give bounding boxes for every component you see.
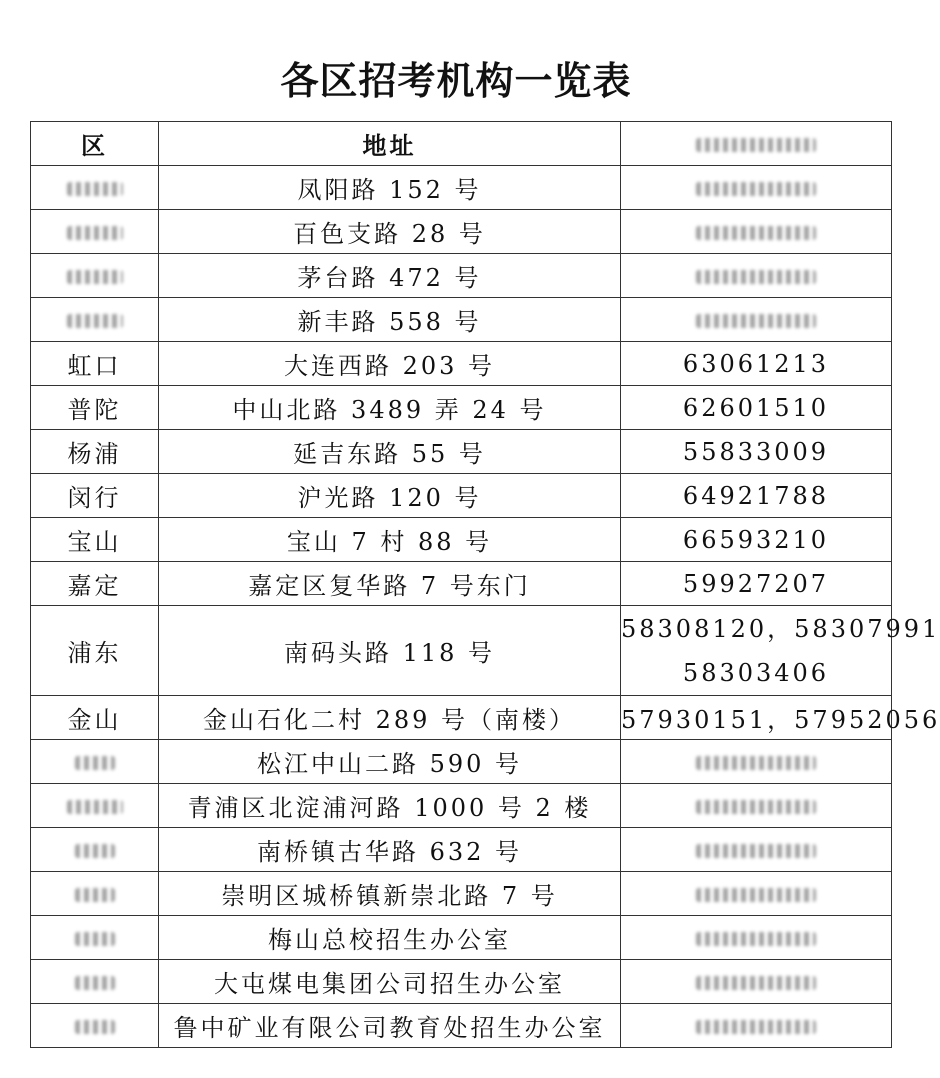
phone-line: 58308120，58307991 [621,614,940,643]
address-cell: 青浦区北淀浦河路 1000 号 2 楼 [159,784,621,828]
district-cell-redacted [31,740,159,784]
table-row [31,474,892,518]
district-cell-redacted [31,166,159,210]
header-phone-redacted [621,122,892,166]
address-cell: 鲁中矿业有限公司教育处招生办公室 [159,1004,621,1048]
redacted-text [75,976,115,990]
address-cell: 中山北路 3489 弄 24 号 [159,386,621,430]
redacted-text [75,1020,115,1034]
table-row [31,828,892,872]
address-cell: 崇明区城桥镇新崇北路 7 号 [159,872,621,916]
district-cell: 闵行 [31,474,159,518]
address-cell: 茅台路 472 号 [159,254,621,298]
phone-cell-redacted [621,740,892,784]
header-address: 地址 [159,122,621,166]
table-row [31,872,892,916]
district-cell-redacted [31,828,159,872]
district-cell: 金山 [31,696,159,740]
table-row [31,430,892,474]
district-cell: 虹口 [31,342,159,386]
redacted-text [696,932,816,946]
redacted-text [696,182,816,196]
address-cell: 梅山总校招生办公室 [159,916,621,960]
phone-cell-redacted [621,298,892,342]
redacted-text [67,270,123,284]
redacted-text [696,314,816,328]
phone-line: 58303406 [682,658,830,687]
phone-cell: 55833009 [621,430,892,474]
phone-cell-redacted [621,166,892,210]
redacted-text [696,270,816,284]
redacted-text [67,226,123,240]
redacted-text [75,888,115,902]
redacted-text [696,888,816,902]
table-row [31,386,892,430]
table-row [31,166,892,210]
address-cell: 新丰路 558 号 [159,298,621,342]
address-cell: 松江中山二路 590 号 [159,740,621,784]
header-district: 区 [31,122,159,166]
district-cell-redacted [31,872,159,916]
phone-cell-redacted [621,872,892,916]
address-cell: 延吉东路 55 号 [159,430,621,474]
redacted-text [75,932,115,946]
phone-cell-redacted [621,210,892,254]
district-cell: 普陀 [31,386,159,430]
district-cell: 浦东 [31,606,159,696]
phone-cell: 62601510 [621,386,892,430]
redacted-text [67,182,123,196]
phone-cell-redacted [621,828,892,872]
table-row [31,696,892,740]
phone-cell: 63061213 [621,342,892,386]
table-row [31,1004,892,1048]
table-row [31,784,892,828]
redacted-text [67,314,123,328]
page-title: 各区招考机构一览表 [280,59,632,103]
table-row [31,342,892,386]
table-row [31,960,892,1004]
district-cell-redacted [31,960,159,1004]
district-cell-redacted [31,784,159,828]
district-cell-redacted [31,1004,159,1048]
phone-cell [621,606,940,696]
phone-cell-redacted [621,960,892,1004]
phone-cell: 57930151，57952056 [621,696,892,740]
district-cell-redacted [31,210,159,254]
district-cell-redacted [31,298,159,342]
phone-cell: 59927207 [621,562,892,606]
address-cell: 凤阳路 152 号 [159,166,621,210]
redacted-text [75,844,115,858]
phone-cell: 66593210 [621,518,892,562]
phone-cell-redacted [621,254,892,298]
district-cell-redacted [31,254,159,298]
address-cell: 南桥镇古华路 632 号 [159,828,621,872]
redacted-text [696,226,816,240]
address-cell: 大屯煤电集团公司招生办公室 [159,960,621,1004]
address-cell: 南码头路 118 号 [159,606,621,696]
phone-cell-redacted [621,1004,892,1048]
redacted-text [75,756,115,770]
district-cell: 宝山 [31,518,159,562]
phone-cell: 64921788 [621,474,892,518]
table-row [31,254,892,298]
redacted-text [696,844,816,858]
redacted-text [696,756,816,770]
address-cell: 嘉定区复华路 7 号东门 [159,562,621,606]
table-row [31,518,892,562]
address-cell: 大连西路 203 号 [159,342,621,386]
address-cell: 百色支路 28 号 [159,210,621,254]
redacted-text [67,800,123,814]
address-cell: 宝山 7 村 88 号 [159,518,621,562]
table-header-row [31,122,892,166]
redacted-text [696,1020,816,1034]
district-cell: 杨浦 [31,430,159,474]
redacted-text [696,976,816,990]
district-cell-redacted [31,916,159,960]
redacted-text [696,800,816,814]
table-row [31,916,892,960]
address-cell: 沪光路 120 号 [159,474,621,518]
address-cell: 金山石化二村 289 号（南楼） [159,696,621,740]
table-row [31,210,892,254]
redacted-text [696,138,816,152]
table-row [31,740,892,784]
phone-cell-redacted [621,916,892,960]
phone-cell-redacted [621,784,892,828]
table-row [31,298,892,342]
table-row [31,562,892,606]
table-row [31,606,892,696]
district-cell: 嘉定 [31,562,159,606]
institution-table [30,121,940,1048]
